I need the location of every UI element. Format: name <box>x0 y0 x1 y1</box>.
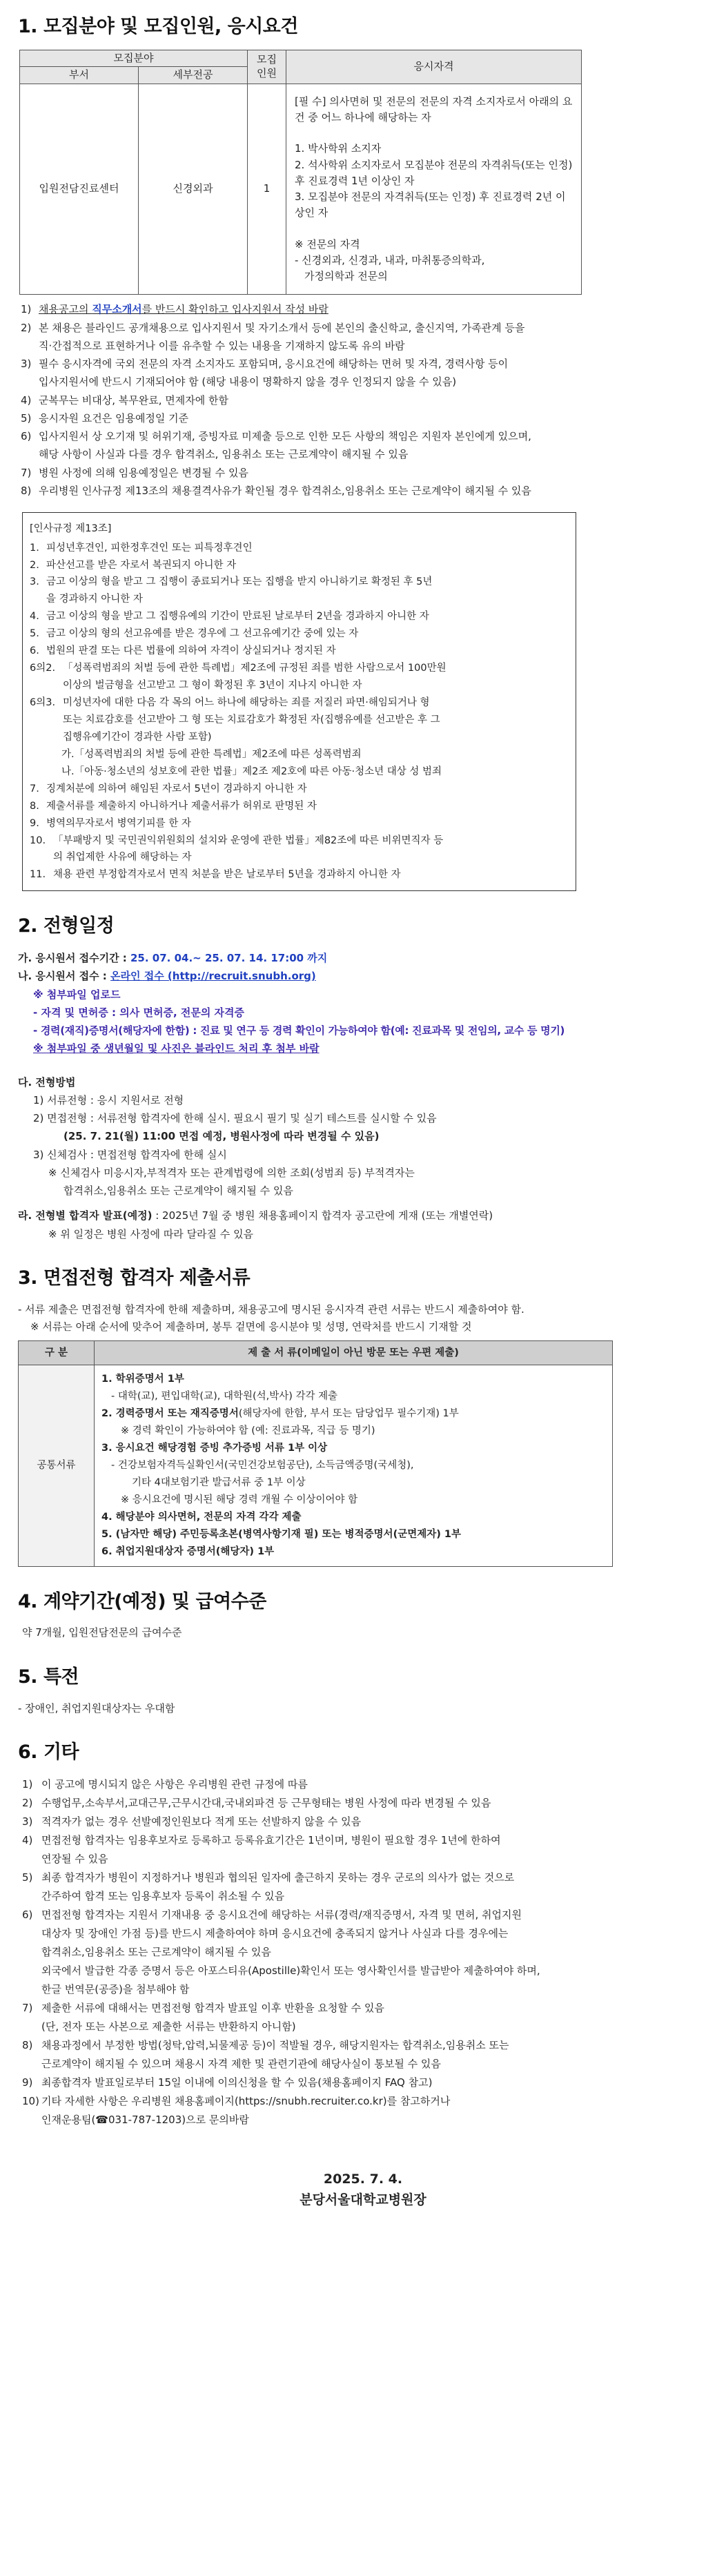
rule-item: 8. 제출서류를 제출하지 아니하거나 제출서류가 허위로 판명된 자 <box>30 800 317 812</box>
note-item: 4) 군복무는 비대상, 복무완료, 면제자에 한함 <box>21 393 228 407</box>
rule-item: 또는 치료감호를 선고받아 그 형 또는 치료감호가 확정된 자(집행유예를 선고받은 후 그 <box>63 714 440 725</box>
qual-specialist-list-cont: 가정의학과 전문의 <box>304 270 388 283</box>
etc-list <box>18 1775 708 2129</box>
note-item: 직·간접적으로 표현하거나 이를 유추할 수 있는 내용을 기재하지 않도록 유의 바람 <box>39 339 405 352</box>
announcement-date: 2025. 7. 4. <box>323 2172 403 2187</box>
qual-item-3: 3. 모집분야 전문의 자격취득(또는 인정) 후 진료경력 2년 이상인 자 <box>295 191 566 219</box>
cell-qualification <box>286 84 582 295</box>
selection-note: ※ 신체검사 미응시자,부적격자 또는 관계법령에 의한 조회(성범죄 등) 부적격자는 <box>48 1166 415 1179</box>
cell-documents: 1. 학위증명서 1부 - 대학(교), 편입대학(교), 대학원(석,박사) 각각 제출 2. 경력증명서 또는 재직증명서(해당자에 한함, 부서 또는 담당업무 필수기재) 1부 ※ 경력 확인이 가능하여야 함 (예: 진료과목, 직급 등 명기) 3. 응시요건 해당경험 증빙 추가증빙 서류 1부 이상 - 건강보험자격득실확인서(국민건강보험공단), 소득금액증명(국세청), 기타 4대보험기관 발급서류 중 1부 이상 ※ 응시요건에 명시된 해당 경력 개월 수 이상이어야 함 4. 해당분야 의사면허, 전문의 자격 각각 제출 5. (남자만 해당) 주민등록초본(병역사항기재 필) 또는 병적증명서(군면제자) 1부 6. 취업지원대상자 증명서(해당자) 1부 <box>95 1365 613 1566</box>
rule-item: 11. 채용 관련 부정합격자로서 면직 처분을 받은 날로부터 5년을 경과하지 아니한 자 <box>30 869 401 881</box>
rule-item: 집행유예기간이 경과한 사람 포함) <box>63 731 212 743</box>
rule-item: 7. 징계처분에 의하여 해임된 자로서 5년이 경과하지 아니한 자 <box>30 783 307 794</box>
organization-name: 분당서울대학교병원장 <box>300 2192 426 2207</box>
etc-item: 인재운용팀(☎031-787-1203)으로 문의바람 <box>41 2114 249 2127</box>
qual-specialist-head: ※ 전문의 자격 <box>295 237 360 251</box>
rule-item: 2. 파산선고를 받은 자로서 복권되지 아니한 자 <box>30 559 237 571</box>
apply-method: 나. 응시원서 접수 : 온라인 접수 (http://recruit.snubh.org) <box>18 970 316 983</box>
section-5-title: 5. 특전 <box>18 1666 79 1688</box>
section-3-title: 3. 면접전형 합격자 제출서류 <box>18 1267 251 1289</box>
rule-sub-b: 나.「아동·청소년의 성보호에 관한 법률」제2조 제2호에 따른 아동·청소년 대상 성 범죄 <box>61 765 442 777</box>
qual-required: [필 수] 의사면허 및 전문의 전문의 자격 소지자로서 아래의 요건 중 어느 하나에 해당하는 자 <box>295 95 573 124</box>
etc-item: 3) 적격자가 없는 경우 선발예정인원보다 적게 또는 선발하지 않을 수 있음 <box>22 1815 362 1828</box>
th-dept: 부서 <box>20 67 139 84</box>
rule-item: 3. 금고 이상의 형을 받고 그 집행이 종료되거나 또는 집행을 받지 아니하기로 확정된 후 5년 <box>30 576 433 588</box>
th-category: 구 분 <box>19 1340 95 1365</box>
etc-item: 근로계약이 해지될 수 있으며 채용시 자격 제한 및 관련기관에 해당사실이 통보될 수 있음 <box>41 2058 441 2071</box>
rule-item: 을 경과하지 아니한 자 <box>46 594 143 605</box>
rule-item: 의 취업제한 사유에 해당하는 자 <box>53 852 192 863</box>
apply-period: 가. 응시원서 접수기간 : 25. 07. 04.~ 25. 07. 14. 17:00 까지 <box>18 952 328 965</box>
th-field: 모집분야 <box>20 50 248 67</box>
note-item: 6) 입사지원서 상 오기재 및 허위기재, 증빙자료 미제출 등으로 인한 모든 사항의 책임은 지원자 본인에게 있으며, <box>21 430 531 443</box>
th-documents: 제 출 서 류(이메일이 아닌 방문 또는 우편 제출) <box>95 1340 613 1365</box>
qual-item-1: 1. 박사학위 소지자 <box>295 142 382 155</box>
rule-sub-a: 가.「성폭력범죄의 처벌 등에 관한 특례법」제2조에 따른 성폭력범죄 <box>61 748 362 760</box>
note-item: 1) 채용공고의 직무소개서를 반드시 확인하고 입사지원서 작성 바람 <box>21 303 328 316</box>
etc-item: 6) 면접전형 합격자는 지원서 기재내용 중 응시요건에 해당하는 서류(경력/재직증명서, 자격 및 면허, 취업지원 <box>22 1909 522 1922</box>
etc-item: 4) 면접전형 합격자는 임용후보자로 등록하고 등록유효기간은 1년이며, 병원이 필요할 경우 1년에 한하여 <box>22 1834 501 1847</box>
qual-item-2: 2. 석사학위 소지자로서 모집분야 전문의 자격취득(또는 인정) 후 진료경력 1년 이상인 자 <box>295 158 573 187</box>
note-item: 입사지원서에 반드시 기재되어야 함 (해당 내용이 명확하지 않을 경우 인정되지 않을 수 있음) <box>39 375 457 389</box>
attach-item: - 경력(재직)증명서(해당자에 한함) : 진료 및 연구 등 경력 확인이 가능하여야 함(예: 진료과목 및 전임의, 교수 등 명기) <box>33 1024 565 1037</box>
rule-item: 6의2. 「성폭력범죄의 처벌 등에 관한 특례법」제2조에 규정된 죄를 범한 사람으로서 100만원 <box>30 663 447 674</box>
etc-item: 10) 기타 자세한 사항은 우리병원 채용홈페이지(https://snubh.recruiter.co.kr)를 참고하거나 <box>22 2095 451 2108</box>
documents-table <box>18 1340 613 1567</box>
rule-item: 4. 금고 이상의 형을 받고 그 집행유예의 기간이 만료된 날로부터 2년을 경과하지 아니한 자 <box>30 611 429 623</box>
qual-specialist-list: - 신경외과, 신경과, 내과, 마취통증의학과, <box>295 253 485 266</box>
rule-item: 9. 병역의무자로서 병역기피를 한 자 <box>30 817 191 829</box>
selection-step: 1) 서류전형 : 응시 지원서로 전형 <box>33 1093 184 1106</box>
etc-item: 8) 채용과정에서 부정한 방법(청탁,압력,뇌물제공 등)이 적발될 경우, 해당지원자는 합격취소,임용취소 또는 <box>22 2039 509 2052</box>
note-item: 5) 응시자원 요건은 임용예정일 기준 <box>21 411 189 425</box>
selection-step: 3) 신체검사 : 면접전형 합격자에 한해 실시 <box>33 1148 227 1161</box>
th-sub: 세부전공 <box>139 67 248 84</box>
section-1-title: 1. 모집분야 및 모집인원, 응시요건 <box>18 16 298 37</box>
etc-item: (단, 전자 또는 사본으로 제출한 서류는 반환하지 아니함) <box>41 2020 296 2033</box>
note-item: 해당 사항이 사실과 다를 경우 합격취소, 임용취소 또는 근로계약이 해지될 수 있음 <box>39 448 409 461</box>
docs-intro-note: ※ 서류는 아래 순서에 맞추어 제출하며, 봉투 겉면에 응시분야 및 성명, 연락처를 반드시 기재할 것 <box>30 1320 472 1334</box>
etc-item: 외국에서 발급한 각종 증명서 등은 아포스티유(Apostille)확인서 또는 영사확인서를 발급받아 제출하여야 하며, <box>41 1964 540 1978</box>
rule-item: 6의3. 미성년자에 대한 다음 각 목의 어느 하나에 해당하는 죄를 저질러 파면·해임되거나 형 <box>30 697 430 708</box>
online-apply-link[interactable]: 온라인 접수 (http://recruit.snubh.org) <box>110 970 316 983</box>
etc-item: 연장될 수 있음 <box>41 1853 108 1866</box>
section-4-title: 4. 계약기간(예정) 및 급여수준 <box>18 1590 266 1612</box>
rule-item: 10. 「부패방지 및 국민권익위원회의 설치와 운영에 관한 법률」제82조에 따른 비위면직자 등 <box>30 835 444 846</box>
note-item: 3) 필수 응시자격에 국외 전문의 자격 소지자도 포함되며, 응시요건에 해당하는 면허 및 자격, 경력사항 등이 <box>21 358 509 371</box>
cell-count: 1 <box>248 84 286 295</box>
section-2-title: 2. 전형일정 <box>18 915 115 937</box>
interview-date: (25. 7. 21(월) 11:00 면접 예정, 병원사정에 따라 변경될 수 있음) <box>63 1130 380 1143</box>
etc-item: 9) 최종합격자 발표일로부터 15일 이내에 이의신청을 할 수 있음(채용홈페이지 FAQ 참고) <box>22 2076 433 2089</box>
th-count-label: 모집 인원 <box>257 53 277 79</box>
section-1-notes <box>18 300 708 500</box>
schedule-note: ※ 위 일정은 병원 사정에 따라 달라질 수 있음 <box>48 1227 254 1240</box>
schedule-block <box>18 949 708 1243</box>
etc-item: 간주하여 합격 또는 임용후보자 등록이 취소될 수 있음 <box>41 1890 285 1903</box>
job-description-link[interactable]: 직무소개서 <box>92 303 142 316</box>
attach-head: ※ 첨부파일 업로드 <box>33 988 121 1001</box>
th-qual: 응시자격 <box>286 50 582 84</box>
rule-item: 6. 법원의 판결 또는 다른 법률에 의하여 자격이 상실되거나 정지된 자 <box>30 645 336 657</box>
docs-intro: - 서류 제출은 면접전형 합격자에 한해 제출하며, 채용공고에 명시된 응시자격 관련 서류는 반드시 제출하여야 함. <box>18 1302 524 1316</box>
rule-item: 5. 금고 이상의 형의 선고유예를 받은 경우에 그 선고유예기간 중에 있는 자 <box>30 628 359 640</box>
cell-dept: 입원전담진료센터 <box>20 84 139 295</box>
hr-rules-head: [인사규정 제13조] <box>30 523 112 535</box>
footer <box>18 2169 708 2210</box>
rule-item: 1. 피성년후견인, 피한정후견인 또는 피특정후견인 <box>30 542 253 554</box>
benefit-text: - 장애인, 취업지원대상자는 우대함 <box>18 1701 175 1715</box>
note-item: 7) 병원 사정에 의해 임용예정일은 변경될 수 있음 <box>21 466 248 479</box>
cell-category: 공통서류 <box>19 1365 95 1566</box>
etc-item: 1) 이 공고에 명시되지 않은 사항은 우리병원 관련 규정에 따름 <box>22 1778 308 1791</box>
selection-note: 합격취소,임용취소 또는 근로계약이 해지될 수 있음 <box>63 1184 293 1198</box>
etc-item: 5) 최종 합격자가 병원이 지정하거나 병원과 협의된 일자에 출근하지 못하는 경우 군로의 의사가 없는 것으로 <box>22 1871 515 1884</box>
etc-item: 2) 수행업무,소속부서,교대근무,근무시간대,국내외파견 등 근무형태는 병원 사정에 따라 변경될 수 있음 <box>22 1797 491 1810</box>
etc-item: 합격취소,임용취소 또는 근로계약이 해지될 수 있음 <box>41 1946 271 1959</box>
th-count <box>248 50 286 84</box>
etc-item: 대상자 및 장애인 가점 등)를 반드시 제출하여야 하며 응시요건에 충족되지 않거나 사실과 다를 경우에는 <box>41 1927 509 1940</box>
rule-item: 이상의 벌금형을 선고받고 그 형이 확정된 후 3년이 지나지 아니한 자 <box>63 680 362 692</box>
contract-text: 약 7개월, 입원전담전문의 급여수준 <box>22 1626 182 1639</box>
cell-sub: 신경외과 <box>139 84 248 295</box>
selection-step: 2) 면접전형 : 서류전형 합격자에 한해 실시. 필요시 필기 및 실기 테스트를 실시할 수 있음 <box>33 1112 437 1125</box>
attach-item: - 자격 및 면허증 : 의사 면허증, 전문의 자격증 <box>33 1006 245 1019</box>
etc-item: 7) 제출한 서류에 대해서는 면접전형 합격자 발표일 이후 반환을 요청할 수 있음 <box>22 2002 384 2015</box>
recruit-table <box>19 50 582 295</box>
etc-item: 한글 번역문(공증)을 첨부해야 함 <box>41 1983 190 1996</box>
note-item: 8) 우리병원 인사규정 제13조의 채용결격사유가 확인될 경우 합격취소,임용취소 또는 근로계약이 해지될 수 있음 <box>21 484 531 497</box>
hr-rules-box <box>22 512 576 891</box>
announcement: 라. 전형별 합격자 발표(예정) : 2025년 7월 중 병원 채용홈페이지 합격자 공고란에 게재 (또는 개별연락) <box>18 1209 493 1222</box>
selection-method-label: 다. 전형방법 <box>18 1075 76 1089</box>
note-item: 2) 본 채용은 블라인드 공개채용으로 입사지원서 및 자기소개서 등에 본인의 출신학교, 출신지역, 가족관계 등을 <box>21 321 525 334</box>
section-6-title: 6. 기타 <box>18 1741 79 1764</box>
attach-note: ※ 첨부파일 중 생년월일 및 사진은 블라인드 처리 후 첨부 바람 <box>33 1042 320 1055</box>
